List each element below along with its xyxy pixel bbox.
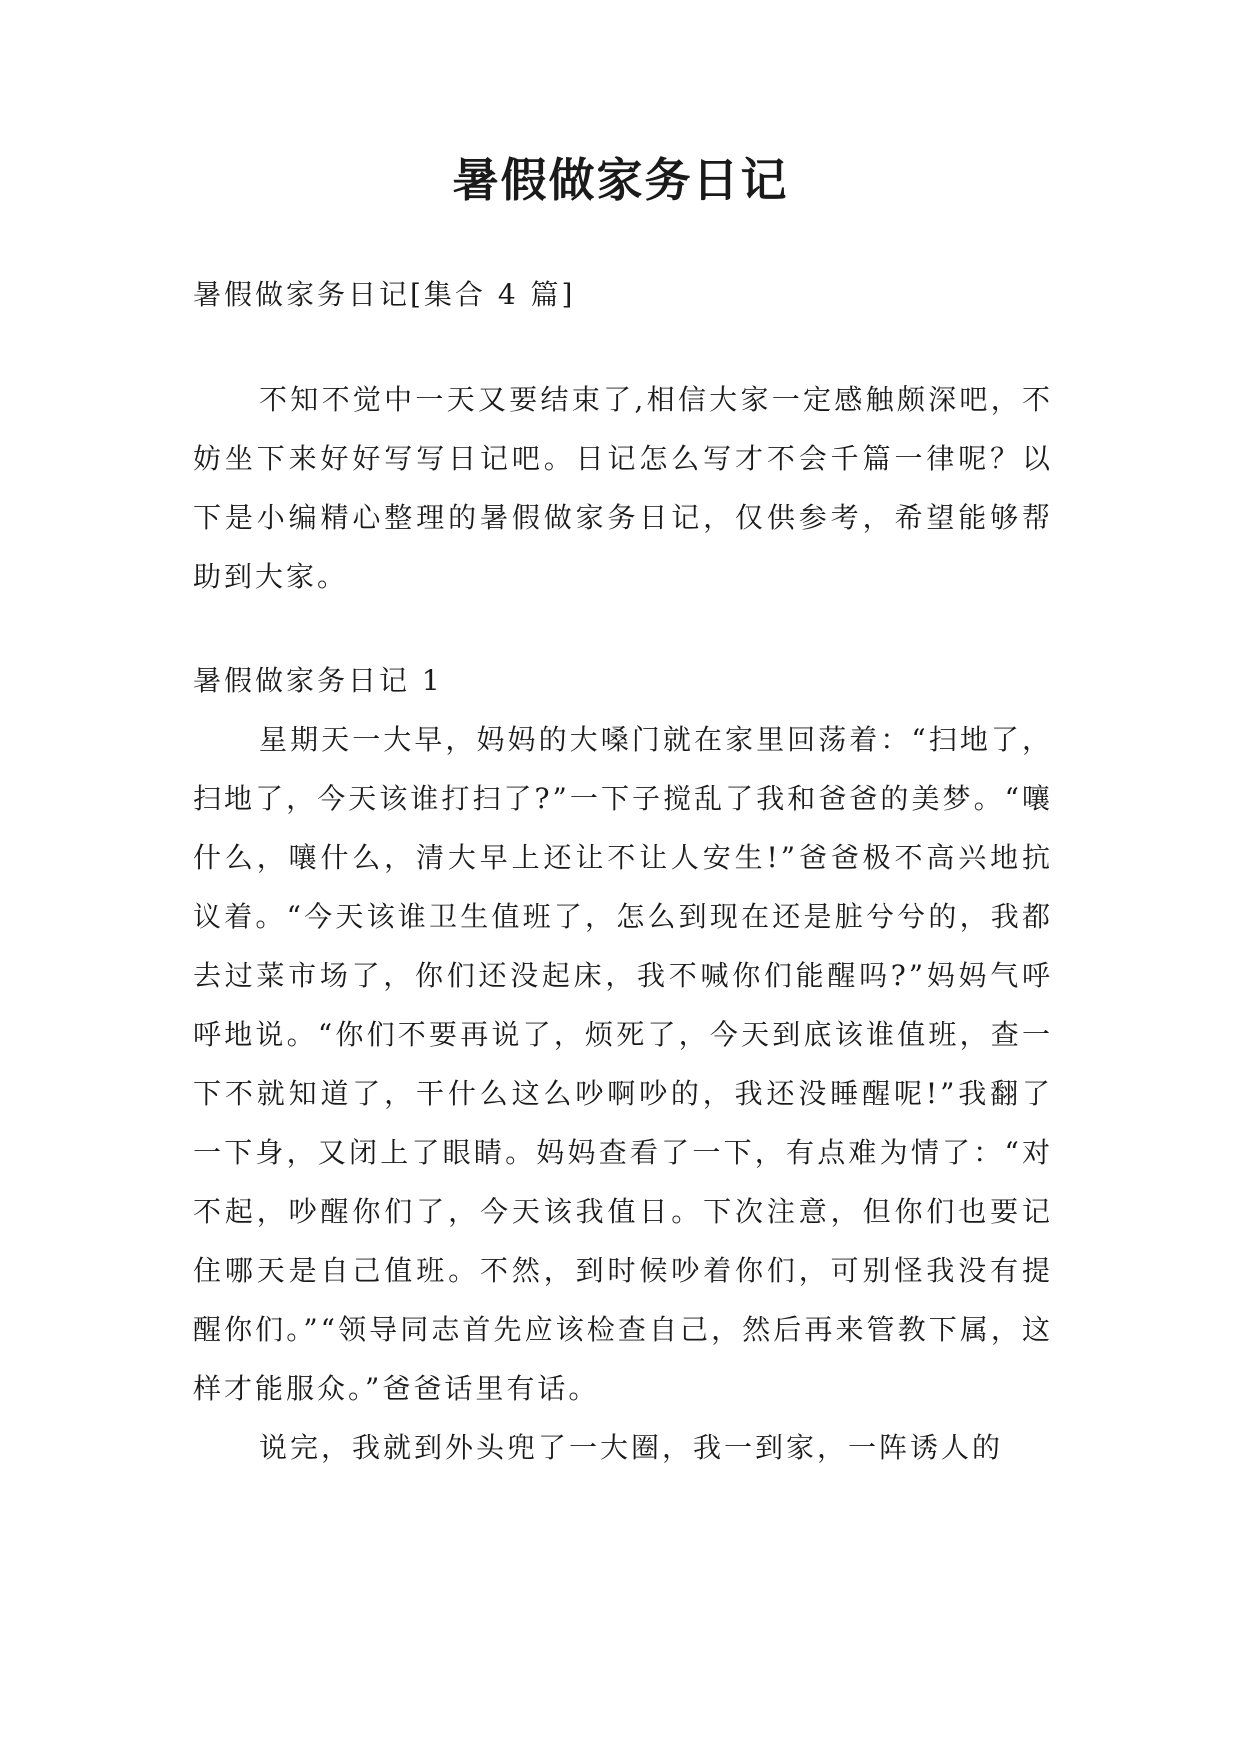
- body-paragraph: 星期天一大早，妈妈的大嗓门就在家里回荡着：“扫地了，扫地了，今天该谁打扫了?”一下子搅乱了我和爸爸的美梦。“嚷什么，嚷什么，清大早上还让不让人安生!”爸爸极不高兴地抗议着。“今天该谁卫生值班了，怎么到现在还是脏兮兮的，我都去过菜市场了，你们还没起床，我不喊你们能醒吗?”妈妈气呼呼地说。“你们不要再说了，烦死了，今天到底该谁值班，查一下不就知道了，干什么这么吵啊吵的，我还没睡醒呢!”我翻了一下身，又闭上了眼睛。妈妈查看了一下，有点难为情了：“对不起，吵醒你们了，今天该我值日。下次注意，但你们也要记住哪天是自己值班。不然，到时候吵着你们，可别怪我没有提醒你们。”“领导同志首先应该检查自己，然后再来管教下属，这样才能服众。”爸爸话里有话。: [193, 723, 1053, 1405]
- body-paragraph: 说完，我就到外头兜了一大圈，我一到家，一阵诱人的: [259, 1431, 1004, 1464]
- document-title: 暑假做家务日记: [452, 153, 789, 207]
- intro-paragraph: 不知不觉中一天又要结束了,相信大家一定感触颇深吧，不妨坐下来好好写写日记吧。日记怎么写才不会千篇一律呢？以下是小编精心整理的暑假做家务日记，仅供参考，希望能够帮助到大家。: [193, 383, 1053, 593]
- document-body: [193, 265, 1053, 1477]
- section-heading: 暑假做家务日记 1: [193, 664, 443, 697]
- document-subtitle: 暑假做家务日记[集合 4 篇]: [193, 278, 576, 311]
